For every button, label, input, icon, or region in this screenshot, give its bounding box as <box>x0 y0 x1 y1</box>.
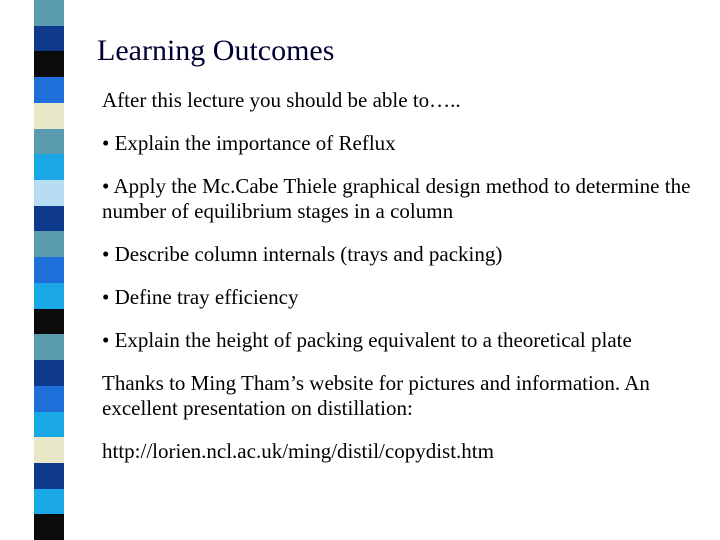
stripe-block <box>34 463 64 489</box>
stripe-block <box>34 334 64 360</box>
stripe-block <box>34 51 64 77</box>
stripe-block <box>34 360 64 386</box>
bullet-reflux: • Explain the importance of Reflux <box>102 131 396 155</box>
stripe-block <box>34 154 64 180</box>
stripe-block <box>34 309 64 335</box>
slide-body <box>102 88 702 482</box>
stripe-block <box>34 437 64 463</box>
credit-text: Thanks to Ming Tham’s website for pictures and information. An excellent presentation on distillation: <box>102 371 650 420</box>
bullet-mccabe-thiele: • Apply the Mc.Cabe Thiele graphical design method to determine the number of equilibrium stages in a column <box>102 174 691 223</box>
stripe-block <box>34 26 64 52</box>
slide-title: Learning Outcomes <box>97 34 335 67</box>
stripe-block <box>34 103 64 129</box>
bullet-hetp: • Explain the height of packing equivalent to a theoretical plate <box>102 328 632 352</box>
stripe-block <box>34 412 64 438</box>
reference-url[interactable]: http://lorien.ncl.ac.uk/ming/distil/copydist.htm <box>102 439 494 463</box>
stripe-block <box>34 257 64 283</box>
stripe-block <box>34 0 64 26</box>
decorative-stripe <box>34 0 64 540</box>
stripe-block <box>34 77 64 103</box>
stripe-block <box>34 489 64 515</box>
bullet-tray-efficiency: • Define tray efficiency <box>102 285 299 309</box>
bullet-column-internals: • Describe column internals (trays and packing) <box>102 242 503 266</box>
stripe-block <box>34 514 64 540</box>
stripe-block <box>34 180 64 206</box>
stripe-block <box>34 129 64 155</box>
intro-text: After this lecture you should be able to….. <box>102 88 461 112</box>
stripe-block <box>34 231 64 257</box>
stripe-block <box>34 386 64 412</box>
stripe-block <box>34 206 64 232</box>
stripe-block <box>34 283 64 309</box>
